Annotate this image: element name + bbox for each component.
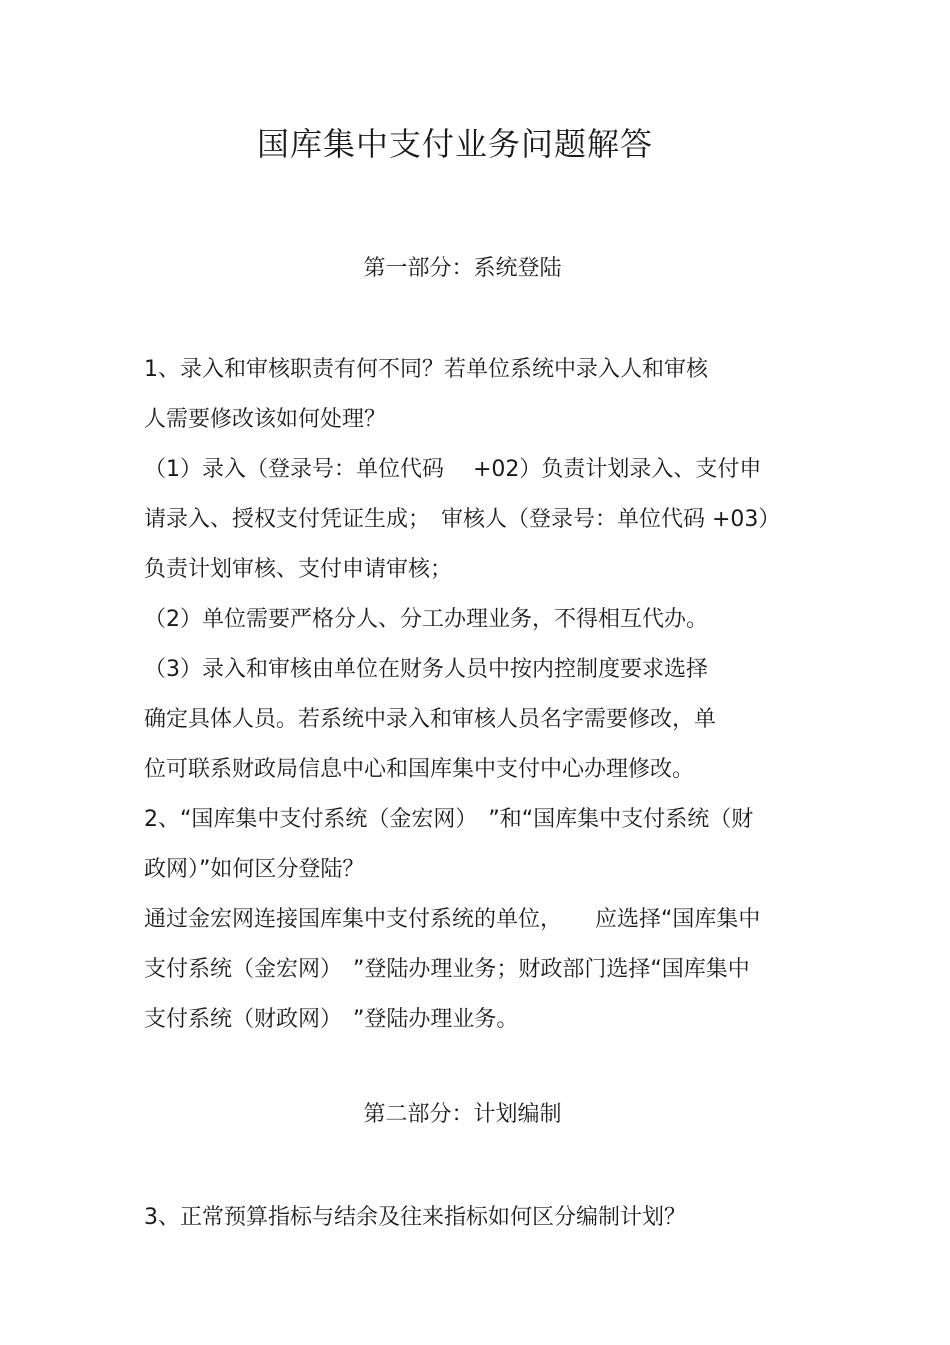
paragraph-line: 1、录入和审核职责有何不同？若单位系统中录入人和审核 bbox=[144, 357, 708, 382]
paragraph-line: 支付系统（财政网） ”登陆办理业务。 bbox=[144, 1007, 519, 1032]
paragraph-line: 位可联系财政局信息中心和国库集中支付中心办理修改。 bbox=[144, 757, 695, 782]
paragraph-line: （2）单位需要严格分人、分工办理业务，不得相互代办。 bbox=[144, 607, 708, 632]
paragraph-line: 负责计划审核、支付申请审核； bbox=[144, 557, 453, 582]
paragraph-line: 支付系统（金宏网） ”登陆办理业务；财政部门选择“国库集中 bbox=[144, 957, 750, 982]
paragraph-line: 通过金宏网连接国库集中支付系统的单位， 应选择“国库集中 bbox=[144, 907, 761, 932]
paragraph-line: （1）录入（登录号：单位代码 +02）负责计划录入、支付申 bbox=[144, 457, 762, 482]
paragraph-line: （3）录入和审核由单位在财务人员中按内控制度要求选择 bbox=[144, 657, 708, 682]
page-title: 国库集中支付业务问题解答 bbox=[256, 125, 653, 163]
paragraph-line: 确定具体人员。若系统中录入和审核人员名字需要修改，单 bbox=[144, 707, 717, 732]
paragraph-line: 2、“国库集中支付系统（金宏网） ”和“国库集中支付系统（财 bbox=[144, 807, 754, 832]
paragraph-line: 3、正常预算指标与结余及往来指标如何区分编制计划？ bbox=[144, 1205, 686, 1230]
paragraph-line: 请录入、授权支付凭证生成； 审核人（登录号：单位代码 +03） bbox=[144, 507, 781, 532]
paragraph-line: 人需要修改该如何处理？ bbox=[144, 407, 387, 432]
paragraph-line: 政网）”如何区分登陆？ bbox=[144, 857, 365, 882]
section-heading-2: 第二部分：计划编制 bbox=[363, 1102, 562, 1127]
section-heading-1: 第一部分：系统登陆 bbox=[363, 256, 562, 281]
